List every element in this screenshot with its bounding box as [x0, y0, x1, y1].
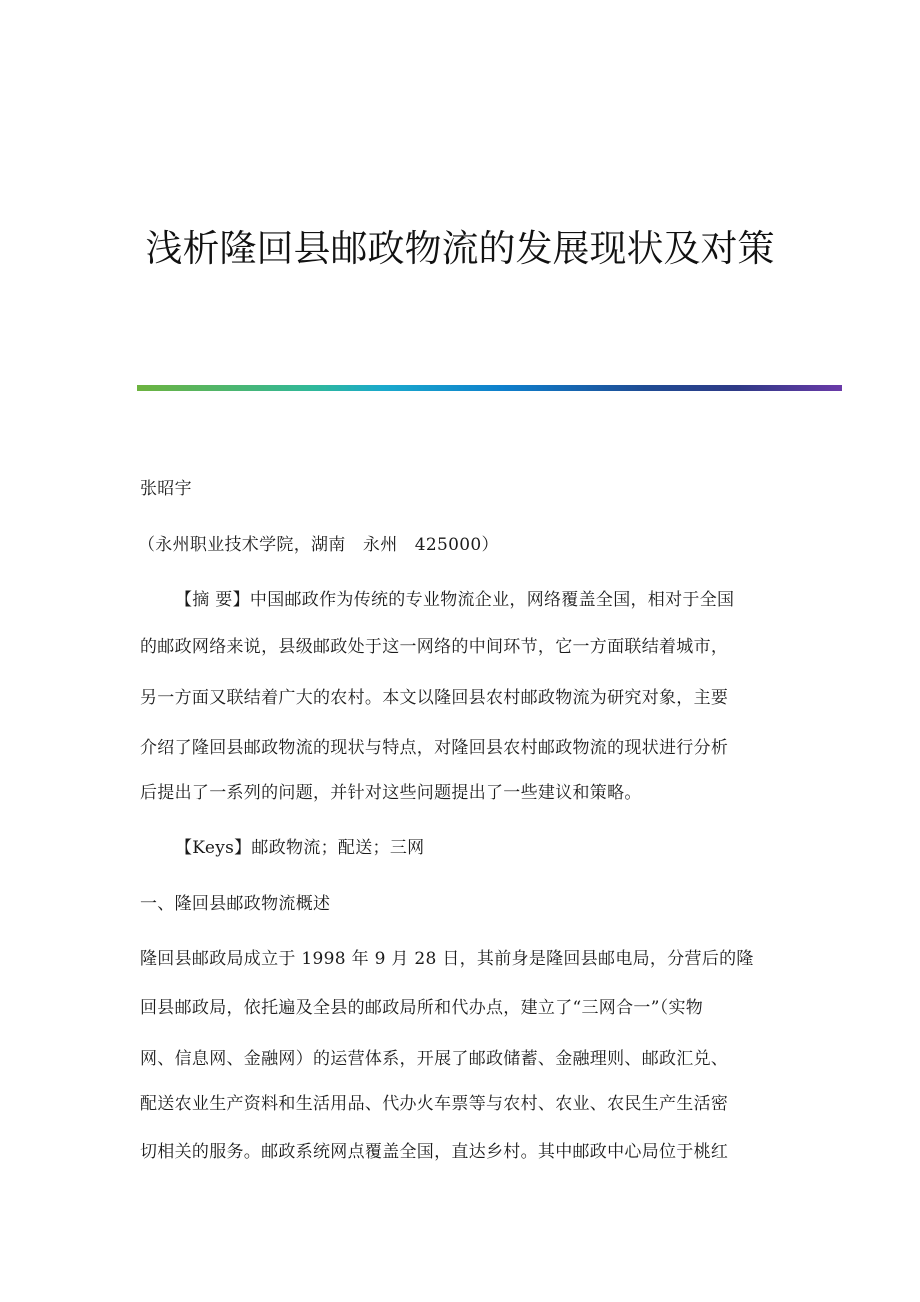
abstract-line: 的邮政网络来说，县级邮政处于这一网络的中间环节，它一方面联结着城市， — [140, 637, 729, 657]
section-heading: 一、隆回县邮政物流概述 — [140, 894, 331, 914]
abstract-line: 介绍了隆回县邮政物流的现状与特点，对隆回县农村邮政物流的现状进行分析 — [140, 738, 729, 758]
abstract-line: 另一方面又联结着广大的农村。本文以隆回县农村邮政物流为研究对象，主要 — [140, 688, 729, 708]
body-line: 网、信息网、金融网）的运营体系，开展了邮政储蓄、金融理则、邮政汇兑、 — [140, 1049, 729, 1069]
body-line: 配送农业生产资料和生活用品、代办火车票等与农村、农业、农民生产生活密 — [140, 1094, 729, 1114]
body-line: 切相关的服务。邮政系统网点覆盖全国，直达乡村。其中邮政中心局位于桃红 — [140, 1142, 729, 1162]
author-name: 张昭宇 — [140, 479, 192, 499]
keywords: 【Keys】邮政物流；配送；三网 — [175, 838, 425, 858]
document-title: 浅析隆回县邮政物流的发展现状及对策 — [145, 227, 775, 270]
abstract-line: 【摘 要】中国邮政作为传统的专业物流企业，网络覆盖全国，相对于全国 — [175, 590, 735, 610]
body-line: 隆回县邮政局成立于 1998 年 9 月 28 日，其前身是隆回县邮电局，分营后的隆 — [140, 949, 754, 969]
body-line: 回县邮政局，依托遍及全县的邮政局所和代办点，建立了“三网合一”（实物 — [140, 998, 704, 1018]
abstract-line: 后提出了一系列的问题，并针对这些问题提出了一些建议和策略。 — [140, 783, 642, 803]
accent-gradient-bar — [137, 385, 842, 391]
author-affiliation: （永州职业技术学院，湖南 永州 425000） — [138, 535, 499, 555]
